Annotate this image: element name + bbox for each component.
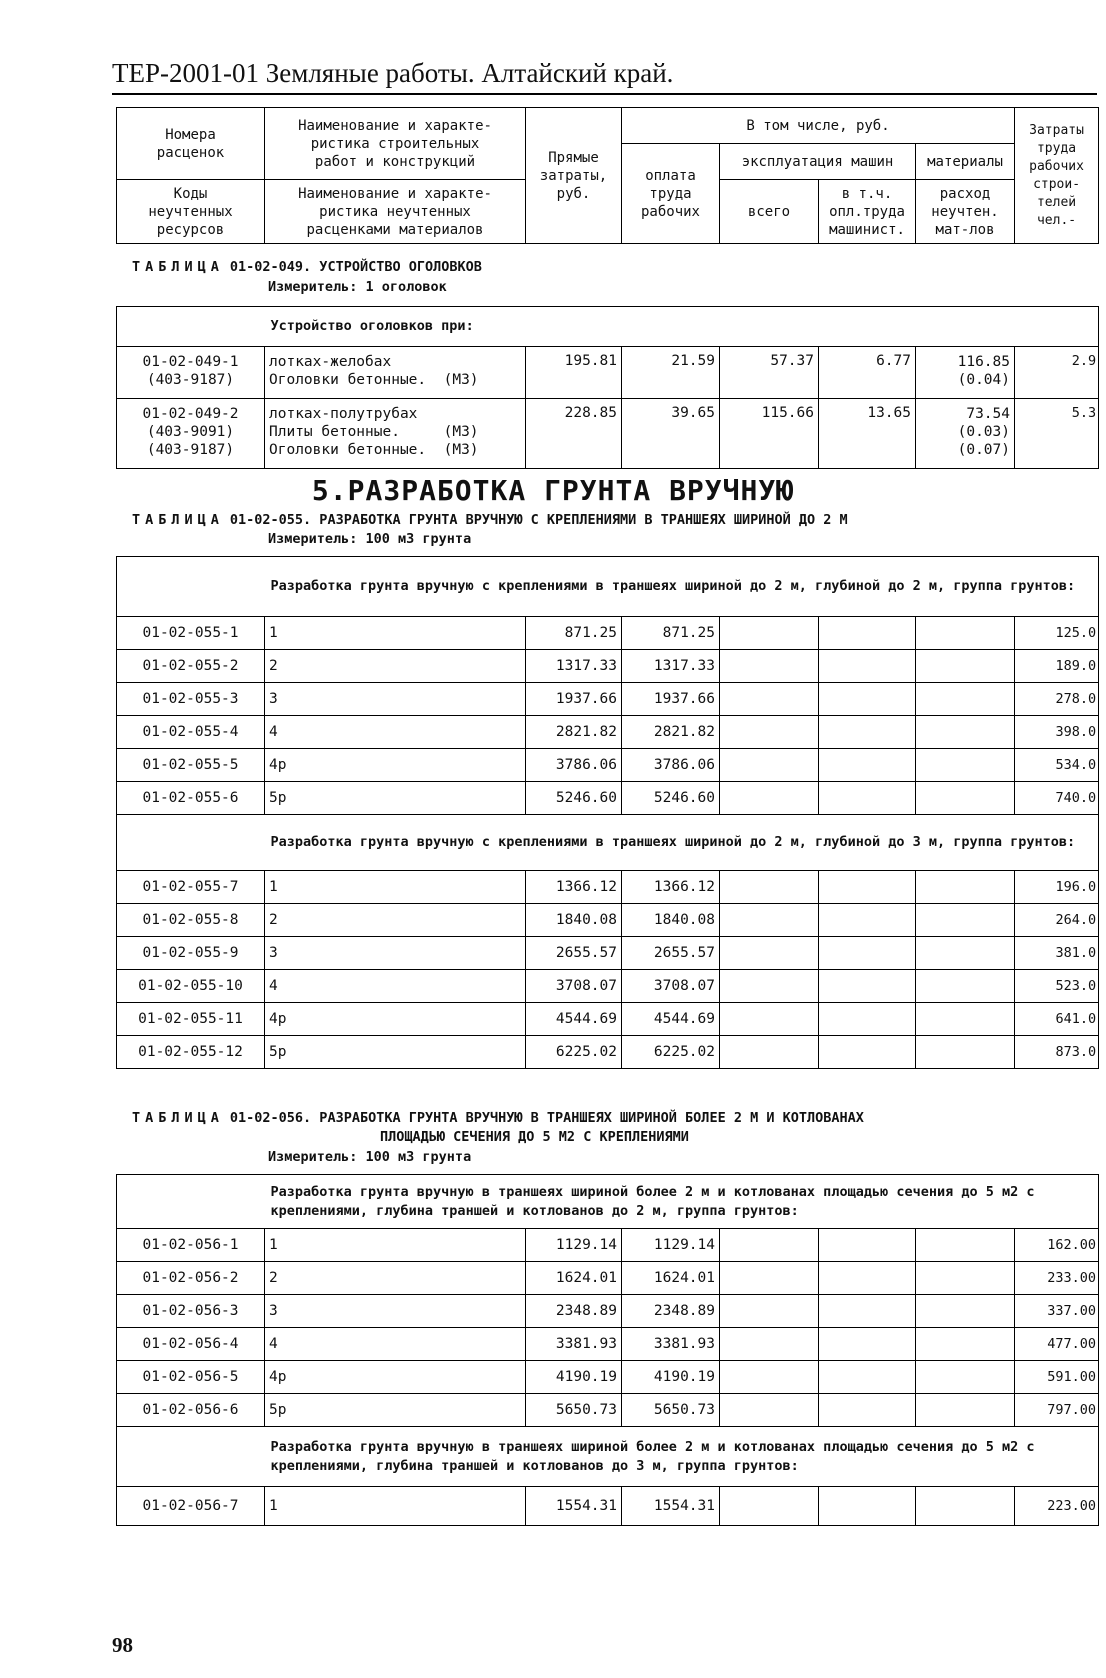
soil-group: 4р bbox=[265, 1361, 526, 1394]
rate-code: 01-02-055-8 bbox=[117, 904, 265, 937]
machines-total bbox=[720, 650, 819, 683]
materials bbox=[916, 650, 1015, 683]
rate-code: 01-02-056-6 bbox=[117, 1394, 265, 1427]
labor-hours: 381.0 bbox=[1015, 937, 1099, 970]
materials bbox=[916, 617, 1015, 650]
table-056 bbox=[116, 1174, 1099, 1526]
labor-hours: 477.00 bbox=[1015, 1328, 1099, 1361]
col-nomera: Номера расценок bbox=[117, 108, 265, 180]
machines-total bbox=[720, 1361, 819, 1394]
labor-hours: 233.00 bbox=[1015, 1262, 1099, 1295]
direct-cost: 4544.69 bbox=[526, 1003, 622, 1036]
table-056-caption-2: ПЛОЩАДЬЮ СЕЧЕНИЯ ДО 5 М2 С КРЕПЛЕНИЯМИ bbox=[380, 1129, 689, 1145]
soil-group: 5р bbox=[265, 1036, 526, 1069]
machines-total bbox=[720, 683, 819, 716]
table-055 bbox=[116, 556, 1099, 1069]
direct-cost: 6225.02 bbox=[526, 1036, 622, 1069]
table-row bbox=[117, 1295, 1099, 1328]
table-055-caption: ТАБЛИЦА 01-02-055. РАЗРАБОТКА ГРУНТА ВРУЧНУЮ С КРЕПЛЕНИЯМИ В ТРАНШЕЯХ ШИРИНОЙ ДО 2 М bbox=[132, 512, 848, 528]
rate-code: 01-02-056-5 bbox=[117, 1361, 265, 1394]
materials bbox=[916, 1036, 1015, 1069]
labor-wage: 1624.01 bbox=[622, 1262, 720, 1295]
materials bbox=[916, 1003, 1015, 1036]
table-055-group-1: Разработка грунта вручную с креплениями в траншеях шириной до 2 м, глубиной до 2 м, группа грунтов: bbox=[265, 557, 1099, 617]
labor-wage: 2821.82 bbox=[622, 716, 720, 749]
labor-hours: 125.0 bbox=[1015, 617, 1099, 650]
labor-wage: 2655.57 bbox=[622, 937, 720, 970]
machines-total bbox=[720, 1328, 819, 1361]
soil-group: 3 bbox=[265, 683, 526, 716]
table-row bbox=[117, 782, 1099, 815]
table-049-group: Устройство оголовков при: bbox=[265, 307, 1099, 347]
labor-wage: 3381.93 bbox=[622, 1328, 720, 1361]
machinist-wage bbox=[819, 1003, 916, 1036]
soil-group: 5р bbox=[265, 782, 526, 815]
direct-cost: 2348.89 bbox=[526, 1295, 622, 1328]
direct-cost: 4190.19 bbox=[526, 1361, 622, 1394]
soil-group: 1 bbox=[265, 1487, 526, 1526]
materials bbox=[916, 716, 1015, 749]
labor-hours: 641.0 bbox=[1015, 1003, 1099, 1036]
machinist-wage bbox=[819, 1229, 916, 1262]
direct-cost: 5650.73 bbox=[526, 1394, 622, 1427]
soil-group: 4 bbox=[265, 1328, 526, 1361]
soil-group: 1 bbox=[265, 1229, 526, 1262]
section-heading: 5.РАЗРАБОТКА ГРУНТА ВРУЧНУЮ bbox=[311, 474, 795, 507]
direct-cost: 3786.06 bbox=[526, 749, 622, 782]
labor-hours: 264.0 bbox=[1015, 904, 1099, 937]
rate-code: 01-02-055-3 bbox=[117, 683, 265, 716]
labor-hours: 278.0 bbox=[1015, 683, 1099, 716]
machines-total bbox=[720, 782, 819, 815]
materials bbox=[916, 749, 1015, 782]
machines-total bbox=[720, 1003, 819, 1036]
table-row bbox=[117, 970, 1099, 1003]
table-row bbox=[117, 749, 1099, 782]
table-049 bbox=[116, 306, 1099, 469]
rate-code: 01-02-055-12 bbox=[117, 1036, 265, 1069]
machinist-wage bbox=[819, 1394, 916, 1427]
materials bbox=[916, 1361, 1015, 1394]
machinist-wage bbox=[819, 1262, 916, 1295]
table-row bbox=[117, 1036, 1099, 1069]
rate-code: 01-02-056-3 bbox=[117, 1295, 265, 1328]
labor-wage: 1317.33 bbox=[622, 650, 720, 683]
machinist-wage bbox=[819, 650, 916, 683]
table-row bbox=[117, 650, 1099, 683]
table-049-unit: Измеритель: 1 оголовок bbox=[268, 279, 447, 295]
rate-code: 01-02-055-6 bbox=[117, 782, 265, 815]
table-row bbox=[117, 904, 1099, 937]
col-oplata: оплата труда рабочих bbox=[622, 144, 720, 244]
soil-group: 4 bbox=[265, 970, 526, 1003]
labor-wage: 3708.07 bbox=[622, 970, 720, 1003]
col-zatraty: Затраты труда рабочих строи- телей чел.- bbox=[1015, 108, 1099, 244]
machines-total bbox=[720, 937, 819, 970]
materials bbox=[916, 1487, 1015, 1526]
table-row bbox=[117, 716, 1099, 749]
page-number: 98 bbox=[112, 1633, 133, 1657]
materials bbox=[916, 1229, 1015, 1262]
table-049-caption: ТАБЛИЦА 01-02-049. УСТРОЙСТВО ОГОЛОВКОВ bbox=[132, 259, 482, 275]
labor-wage: 2348.89 bbox=[622, 1295, 720, 1328]
direct-cost: 2655.57 bbox=[526, 937, 622, 970]
soil-group: 3 bbox=[265, 937, 526, 970]
soil-group: 1 bbox=[265, 617, 526, 650]
rate-code: 01-02-055-11 bbox=[117, 1003, 265, 1036]
materials bbox=[916, 970, 1015, 1003]
materials bbox=[916, 683, 1015, 716]
soil-group: 2 bbox=[265, 1262, 526, 1295]
column-header-table bbox=[116, 107, 1099, 244]
col-pryamye: Прямые затраты, руб. bbox=[526, 108, 622, 244]
machinist-wage bbox=[819, 1328, 916, 1361]
header-rule bbox=[112, 93, 1097, 95]
labor-hours: 740.0 bbox=[1015, 782, 1099, 815]
machines-total bbox=[720, 1262, 819, 1295]
soil-group: 4р bbox=[265, 1003, 526, 1036]
col-rashod: расход неучтен. мат-лов bbox=[916, 180, 1015, 244]
rate-code: 01-02-056-7 bbox=[117, 1487, 265, 1526]
col-materialy: материалы bbox=[916, 144, 1015, 180]
table-row: 01-02-049-2 (403-9091) (403-9187) лотках-полутрубах Плиты бетонные. (М3) Оголовки бетонные. (М3) 228.85 39.65 115.66 13.65 73.54 (0.03) (0.07) 5.3 bbox=[117, 399, 1099, 469]
machines-total bbox=[720, 716, 819, 749]
labor-wage: 5246.60 bbox=[622, 782, 720, 815]
table-055-group-2: Разработка грунта вручную с креплениями в траншеях шириной до 2 м, глубиной до 3 м, группа грунтов: bbox=[265, 815, 1099, 871]
table-row bbox=[117, 1262, 1099, 1295]
labor-wage: 4544.69 bbox=[622, 1003, 720, 1036]
table-row bbox=[117, 1003, 1099, 1036]
machinist-wage bbox=[819, 1361, 916, 1394]
col-v-tom: В том числе, руб. bbox=[622, 108, 1015, 144]
rate-code: 01-02-055-4 bbox=[117, 716, 265, 749]
direct-cost: 871.25 bbox=[526, 617, 622, 650]
labor-wage: 4190.19 bbox=[622, 1361, 720, 1394]
labor-wage: 871.25 bbox=[622, 617, 720, 650]
rate-code: 01-02-055-10 bbox=[117, 970, 265, 1003]
machines-total bbox=[720, 871, 819, 904]
machinist-wage bbox=[819, 871, 916, 904]
materials bbox=[916, 871, 1015, 904]
table-056-unit: Измеритель: 100 м3 грунта bbox=[268, 1149, 472, 1165]
page-title: ТЕР-2001-01 Земляные работы. Алтайский край. bbox=[112, 58, 674, 88]
col-vsego: всего bbox=[720, 180, 819, 244]
labor-wage: 1937.66 bbox=[622, 683, 720, 716]
labor-hours: 337.00 bbox=[1015, 1295, 1099, 1328]
machinist-wage bbox=[819, 1487, 916, 1526]
labor-hours: 398.0 bbox=[1015, 716, 1099, 749]
materials bbox=[916, 904, 1015, 937]
machines-total bbox=[720, 1394, 819, 1427]
machines-total bbox=[720, 617, 819, 650]
table-row bbox=[117, 937, 1099, 970]
machines-total bbox=[720, 904, 819, 937]
table-row bbox=[117, 871, 1099, 904]
direct-cost: 1317.33 bbox=[526, 650, 622, 683]
machinist-wage bbox=[819, 683, 916, 716]
direct-cost: 1840.08 bbox=[526, 904, 622, 937]
labor-hours: 523.0 bbox=[1015, 970, 1099, 1003]
rate-code: 01-02-056-1 bbox=[117, 1229, 265, 1262]
soil-group: 3 bbox=[265, 1295, 526, 1328]
labor-hours: 223.00 bbox=[1015, 1487, 1099, 1526]
machines-total bbox=[720, 1036, 819, 1069]
materials bbox=[916, 937, 1015, 970]
machinist-wage bbox=[819, 617, 916, 650]
table-055-unit: Измеритель: 100 м3 грунта bbox=[268, 531, 472, 547]
machinist-wage bbox=[819, 782, 916, 815]
soil-group: 4 bbox=[265, 716, 526, 749]
direct-cost: 1366.12 bbox=[526, 871, 622, 904]
soil-group: 1 bbox=[265, 871, 526, 904]
machinist-wage bbox=[819, 904, 916, 937]
soil-group: 5р bbox=[265, 1394, 526, 1427]
machinist-wage bbox=[819, 749, 916, 782]
direct-cost: 1937.66 bbox=[526, 683, 622, 716]
table-row bbox=[117, 1361, 1099, 1394]
labor-hours: 873.0 bbox=[1015, 1036, 1099, 1069]
machines-total bbox=[720, 970, 819, 1003]
col-ekspl: эксплуатация машин bbox=[720, 144, 916, 180]
materials bbox=[916, 1262, 1015, 1295]
table-row bbox=[117, 1328, 1099, 1361]
table-row bbox=[117, 1229, 1099, 1262]
machinist-wage bbox=[819, 1295, 916, 1328]
col-kody: Коды неучтенных ресурсов bbox=[117, 180, 265, 244]
machinist-wage bbox=[819, 970, 916, 1003]
machines-total bbox=[720, 1229, 819, 1262]
direct-cost: 1624.01 bbox=[526, 1262, 622, 1295]
labor-wage: 6225.02 bbox=[622, 1036, 720, 1069]
machinist-wage bbox=[819, 937, 916, 970]
rate-code: 01-02-055-1 bbox=[117, 617, 265, 650]
labor-hours: 162.00 bbox=[1015, 1229, 1099, 1262]
machines-total bbox=[720, 1487, 819, 1526]
materials bbox=[916, 782, 1015, 815]
labor-wage: 5650.73 bbox=[622, 1394, 720, 1427]
labor-wage: 1366.12 bbox=[622, 871, 720, 904]
table-056-caption: ТАБЛИЦА 01-02-056. РАЗРАБОТКА ГРУНТА ВРУЧНУЮ В ТРАНШЕЯХ ШИРИНОЙ БОЛЕЕ 2 М И КОТЛОВАНАХ bbox=[132, 1110, 864, 1126]
materials bbox=[916, 1328, 1015, 1361]
materials bbox=[916, 1394, 1015, 1427]
rate-code: 01-02-055-5 bbox=[117, 749, 265, 782]
machinist-wage bbox=[819, 1036, 916, 1069]
soil-group: 2 bbox=[265, 650, 526, 683]
rate-code: 01-02-056-2 bbox=[117, 1262, 265, 1295]
col-naim2: Наименование и характе- ристика неучтенных расценками материалов bbox=[265, 180, 526, 244]
labor-wage: 1129.14 bbox=[622, 1229, 720, 1262]
machinist-wage bbox=[819, 716, 916, 749]
materials bbox=[916, 1295, 1015, 1328]
machines-total bbox=[720, 1295, 819, 1328]
direct-cost: 1554.31 bbox=[526, 1487, 622, 1526]
soil-group: 2 bbox=[265, 904, 526, 937]
table-row bbox=[117, 1487, 1099, 1526]
labor-hours: 534.0 bbox=[1015, 749, 1099, 782]
rate-code: 01-02-056-4 bbox=[117, 1328, 265, 1361]
labor-hours: 189.0 bbox=[1015, 650, 1099, 683]
table-row bbox=[117, 1394, 1099, 1427]
table-row: 01-02-049-1 (403-9187) лотках-желобах Оголовки бетонные. (М3) 195.81 21.59 57.37 6.77 116.85 (0.04) 2.9 bbox=[117, 347, 1099, 399]
machines-total bbox=[720, 749, 819, 782]
soil-group: 4р bbox=[265, 749, 526, 782]
direct-cost: 1129.14 bbox=[526, 1229, 622, 1262]
rate-code: 01-02-055-7 bbox=[117, 871, 265, 904]
labor-wage: 1840.08 bbox=[622, 904, 720, 937]
table-row bbox=[117, 683, 1099, 716]
table-056-group-1: Разработка грунта вручную в траншеях шириной более 2 м и котлованах площадью сечения до 5 м2 с креплениями, глубина траншей и котлованов до 2 м, группа грунтов: bbox=[265, 1175, 1099, 1229]
rate-code: 01-02-055-9 bbox=[117, 937, 265, 970]
direct-cost: 3381.93 bbox=[526, 1328, 622, 1361]
table-row bbox=[117, 617, 1099, 650]
rate-code: 01-02-055-2 bbox=[117, 650, 265, 683]
direct-cost: 3708.07 bbox=[526, 970, 622, 1003]
col-vtch: в т.ч. опл.труда машинист. bbox=[819, 180, 916, 244]
labor-wage: 3786.06 bbox=[622, 749, 720, 782]
labor-hours: 797.00 bbox=[1015, 1394, 1099, 1427]
direct-cost: 2821.82 bbox=[526, 716, 622, 749]
labor-wage: 1554.31 bbox=[622, 1487, 720, 1526]
direct-cost: 5246.60 bbox=[526, 782, 622, 815]
labor-hours: 196.0 bbox=[1015, 871, 1099, 904]
labor-hours: 591.00 bbox=[1015, 1361, 1099, 1394]
table-056-group-2: Разработка грунта вручную в траншеях шириной более 2 м и котлованах площадью сечения до 5 м2 с креплениями, глубина траншей и котлованов до 3 м, группа грунтов: bbox=[265, 1427, 1099, 1487]
col-naim: Наименование и характе- ристика строительных работ и конструкций bbox=[265, 108, 526, 180]
